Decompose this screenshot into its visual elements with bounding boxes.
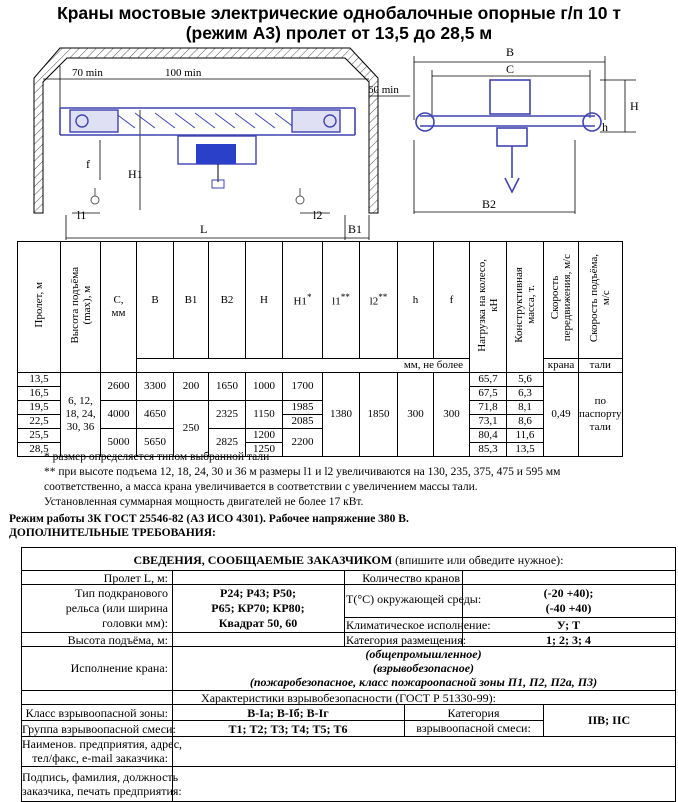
footnotes xyxy=(44,450,560,510)
table-cell: 13,5 xyxy=(18,373,61,387)
mode-block xyxy=(9,512,409,540)
table-cell: 73,1 xyxy=(470,415,507,429)
form-heading: СВЕДЕНИЯ, СООБЩАЕМЫЕ ЗАКАЗЧИКОМ (впишите или обведите нужное): xyxy=(133,553,564,567)
table-cell: 25,5 xyxy=(18,429,61,443)
span-label: Пролет L, м: xyxy=(103,571,168,585)
version-options[interactable]: (общепромышленное) (взрывобезопасное) (пожаробезопасное, класс пожароопасной зоны П1, П2, П2а, П3) xyxy=(249,647,598,689)
zone-label: Класс взрывоопасной зоны: xyxy=(25,706,168,720)
rail-label: Тип подкранового рельса (или ширина головки мм): xyxy=(65,586,168,630)
mode-line: Режим работы 3К ГОСТ 25546-82 (А3 ИСО 4301). Рабочее напряжение 380 В. xyxy=(9,513,409,525)
table-cell: 1000 xyxy=(246,373,283,401)
table-cell: 13,5 xyxy=(507,443,544,457)
col-travel-speed-header: Скорость передвижения, м/с xyxy=(544,242,579,359)
l2-label: l2 xyxy=(313,208,323,222)
h-label: h xyxy=(602,120,608,134)
group-label: Группа взрывоопасной смеси: xyxy=(22,722,176,736)
table-cell: 6,3 xyxy=(507,387,544,401)
table-cell: 2825 xyxy=(209,429,246,457)
table-cell: 4650 xyxy=(137,401,174,429)
footnote-2: ** при высоте подъема 12, 18, 24, 30 и 36 м размеры l1 и l2 увеличиваются на 130, 235, 375, 475 и 595 мм xyxy=(44,466,561,478)
table-cell: 8,6 xyxy=(507,415,544,429)
version-label: Исполнение крана: xyxy=(70,661,168,675)
table-cell: 4000 xyxy=(101,401,137,429)
table-cell: 5,6 xyxy=(507,373,544,387)
table-cell: 67,5 xyxy=(470,387,507,401)
crane-drawing xyxy=(0,42,678,242)
f-label: f xyxy=(86,157,90,171)
lift-height-input[interactable] xyxy=(174,633,342,645)
table-cell: 28,5 xyxy=(18,443,61,457)
col-span-header: Пролет, м xyxy=(18,242,61,373)
table-cell: 1200 xyxy=(246,429,283,443)
table-cell: 6, 12, 18, 24, 30, 36 xyxy=(61,373,101,457)
col-lift-speed-header: Скорость подъёма, м/с xyxy=(579,242,623,359)
table-cell: по паспорту тали xyxy=(579,373,623,457)
climate-label: Климатическое исполнение: xyxy=(346,618,491,632)
mm-subheader: мм, не более xyxy=(137,359,470,373)
power-note: Установленная суммарная мощность двигателей не более 17 кВт. xyxy=(44,496,364,508)
table-cell: 11,6 xyxy=(507,429,544,443)
table-cell: 2200 xyxy=(283,429,323,457)
placement-options[interactable]: 1; 2; 3; 4 xyxy=(546,633,591,647)
hoist xyxy=(178,136,256,188)
table-cell: 16,5 xyxy=(18,387,61,401)
col-B2-header: B2 xyxy=(209,242,246,359)
table-cell: 2325 xyxy=(209,401,246,429)
table-cell: 1985 xyxy=(283,401,323,415)
lift-height-label: Высота подъёма, м: xyxy=(67,633,168,647)
span-input[interactable] xyxy=(174,571,342,583)
col-l1-header: l1** xyxy=(323,242,360,359)
customer-form xyxy=(21,547,676,802)
table-cell: 71,8 xyxy=(470,401,507,415)
table-cell: 2085 xyxy=(283,415,323,429)
C-label: C xyxy=(506,62,515,76)
col-l2-header: l2** xyxy=(360,242,398,359)
L-label: L xyxy=(200,222,208,236)
footnote-1: * размер определяется типом выбранной тали xyxy=(44,451,270,463)
col-lift-header: Высота подъёма (max), м xyxy=(61,242,101,373)
table-cell: 1150 xyxy=(246,401,283,429)
spec-table xyxy=(17,241,623,457)
mix-category-options[interactable]: IIВ; IIС xyxy=(587,713,631,727)
table-cell: 300 xyxy=(398,373,434,457)
signature-input[interactable] xyxy=(174,768,674,798)
crane-subheader: крана xyxy=(544,359,579,373)
h1-label: H1 xyxy=(128,167,143,181)
table-cell: 1700 xyxy=(283,373,323,401)
placement-label: Категория размещения: xyxy=(346,633,467,647)
B2-label: B2 xyxy=(482,197,497,211)
table-cell: 5650 xyxy=(137,429,174,457)
table-cell: 85,3 xyxy=(470,443,507,457)
explosion-title: Характеристики взрывобезопасности (ГОСТ Р 51330-99): xyxy=(201,691,496,705)
col-B-header: B xyxy=(137,242,174,359)
table-cell: 1650 xyxy=(209,373,246,401)
table-cell: 8,1 xyxy=(507,401,544,415)
col-H-header: H xyxy=(246,242,283,359)
col-h-header: h xyxy=(398,242,434,359)
rail-options[interactable]: Р24; Р43; Р50; Р65; КР70; КР80; Квадрат 50, 60 xyxy=(211,586,305,630)
table-cell: 1250 xyxy=(246,443,283,457)
B1-label: B1 xyxy=(348,222,363,236)
zone-options[interactable]: В-Iа; В-Iб; В-Iг xyxy=(247,706,329,720)
table-cell: 200 xyxy=(174,373,209,401)
climate-options[interactable]: У; Т xyxy=(556,618,581,632)
col-C-header: С, мм xyxy=(101,242,137,373)
temp-label: T(°C) окружающей среды: xyxy=(346,592,482,606)
B-label: B xyxy=(506,45,515,59)
table-cell: 1850 xyxy=(360,373,398,457)
qty-label: Количество кранов xyxy=(362,571,460,585)
col-H1-header: H1* xyxy=(283,242,323,359)
col-load-header: Нагрузка на колесо, кН xyxy=(470,242,507,373)
col-B1-header: B1 xyxy=(174,242,209,359)
footnote-2-cont: соответственно, а масса крана увеличивается в соответствии с увеличением массы тали. xyxy=(44,481,478,493)
l1-label: l1 xyxy=(77,208,87,222)
requirements-heading: ДОПОЛНИТЕЛЬНЫЕ ТРЕБОВАНИЯ: xyxy=(9,527,216,539)
page-subtitle: (режим А3) пролет от 13,5 до 28,5 м xyxy=(185,23,493,43)
qty-input[interactable] xyxy=(464,571,673,583)
col-mass-header: Конструктивная масса, т. xyxy=(507,242,544,373)
table-cell: 80,4 xyxy=(470,429,507,443)
table-cell: 5000 xyxy=(101,429,137,457)
table-cell: 65,7 xyxy=(470,373,507,387)
H-label: H xyxy=(630,99,639,113)
group-options[interactable]: Т1; Т2; Т3; Т4; Т5; Т6 xyxy=(228,722,348,736)
hoist-subheader: тали xyxy=(579,359,623,373)
hook-markers xyxy=(91,188,304,204)
table-cell: 3300 xyxy=(137,373,174,401)
col-f-header: f xyxy=(434,242,470,359)
table-cell: 0,49 xyxy=(544,373,579,457)
company-label: Наименов. предприятия, адрес, тел/факс, e-mail заказчика: xyxy=(22,737,183,765)
table-cell: 250 xyxy=(174,401,209,457)
mix-category-label: Категория взрывоопасной смеси: xyxy=(416,706,531,735)
temp-options[interactable]: (-20 +40); (-40 +40) xyxy=(543,586,594,615)
table-cell: 2600 xyxy=(101,373,137,401)
page-title: Краны мостовые электрические однобалочные опорные г/п 10 т xyxy=(57,3,621,23)
table-cell: 19,5 xyxy=(18,401,61,415)
table-cell: 22,5 xyxy=(18,415,61,429)
table-cell: 300 xyxy=(434,373,470,457)
table-cell: 1380 xyxy=(323,373,360,457)
company-input[interactable] xyxy=(174,738,674,764)
dim-100-label: 100 min xyxy=(165,67,202,79)
side-view-girder xyxy=(416,80,601,192)
signature-label: Подпись, фамилия, должность заказчика, печать предприятия: xyxy=(22,770,182,798)
dim-70-label: 70 min xyxy=(72,67,103,79)
dim-60-label: 60 min xyxy=(368,84,399,96)
